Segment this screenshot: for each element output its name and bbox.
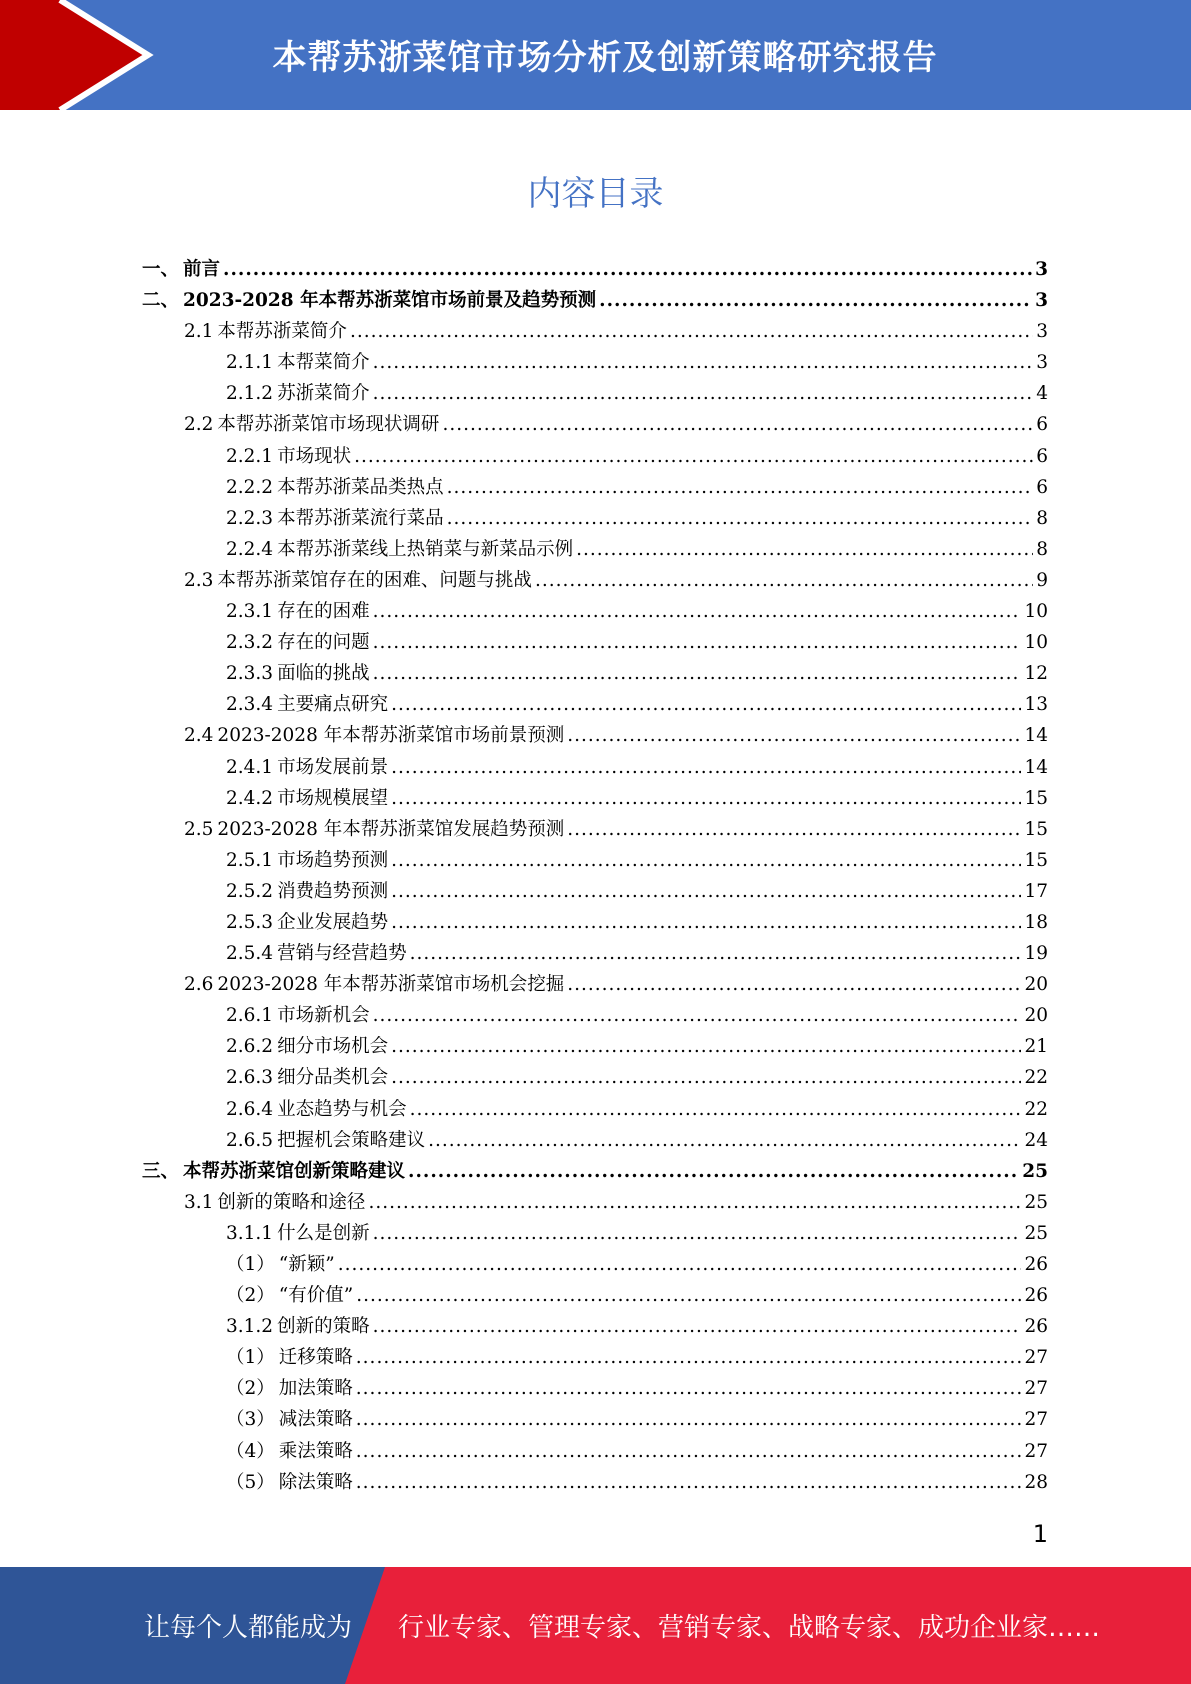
- toc-entry[interactable]: [142, 1125, 1048, 1156]
- toc-leader-dots: [442, 409, 1033, 440]
- toc-entry[interactable]: [142, 1373, 1048, 1404]
- toc-leader-dots: [447, 503, 1034, 534]
- toc-entry-number: 2.6.2: [226, 1036, 274, 1058]
- toc-entry[interactable]: [142, 907, 1048, 938]
- toc-entry-page: 6: [1036, 445, 1048, 467]
- toc-entry-title: “新颖”: [278, 1254, 335, 1275]
- toc-entry-number: 2.3.3: [226, 663, 274, 685]
- header-banner: [0, 0, 1191, 110]
- toc-leader-dots: [391, 783, 1021, 814]
- toc-entry[interactable]: [142, 378, 1048, 409]
- toc-entry-number: 3.1: [184, 1191, 214, 1213]
- toc-entry-page: 25: [1024, 1222, 1048, 1244]
- toc-entry-title: 本帮菜简介: [277, 352, 370, 374]
- toc-entry[interactable]: [142, 814, 1048, 845]
- toc-leader-dots: [350, 316, 1033, 347]
- toc-entry-title: 市场发展前景: [277, 756, 389, 778]
- footer-banner: [0, 1567, 1191, 1684]
- toc-entry-page: 8: [1036, 507, 1048, 529]
- toc-entry[interactable]: [142, 1342, 1048, 1373]
- toc-entry-number: （2）: [226, 1285, 275, 1307]
- toc-entry-title: 存在的问题: [277, 632, 370, 654]
- toc-entry-page: 24: [1024, 1129, 1048, 1151]
- toc-entry-number: 2.2: [184, 414, 214, 436]
- toc-entry-page: 14: [1024, 756, 1048, 778]
- toc-entry-number: 2.3.2: [226, 632, 274, 654]
- toc-entry[interactable]: [142, 503, 1048, 534]
- toc-entry-page: 12: [1024, 663, 1048, 685]
- toc-leader-dots: [356, 1467, 1022, 1498]
- toc-entry-title: 细分品类机会: [277, 1067, 389, 1089]
- toc-entry[interactable]: [142, 1187, 1048, 1218]
- toc-entry-page: 27: [1024, 1347, 1048, 1369]
- toc-entry[interactable]: [142, 1436, 1048, 1467]
- toc-entry-title: 2023-2028 年本帮苏浙菜馆市场前景预测: [217, 725, 565, 747]
- toc-entry-title: 企业发展趋势: [277, 911, 389, 933]
- toc-entry-page: 9: [1036, 569, 1048, 591]
- toc-leader-dots: [373, 1000, 1022, 1031]
- toc-entry[interactable]: [142, 845, 1048, 876]
- toc-entry-number: 3.1.2: [226, 1316, 274, 1338]
- toc-entry-number: 2.5.2: [226, 880, 274, 902]
- toc-entry-page: 20: [1024, 1005, 1048, 1027]
- toc-leader-dots: [354, 441, 1033, 472]
- toc-entry[interactable]: [142, 596, 1048, 627]
- toc-entry[interactable]: [142, 720, 1048, 751]
- toc-entry-number: 2.4.2: [226, 787, 274, 809]
- toc-entry-title: 本帮苏浙菜流行菜品: [277, 507, 444, 529]
- toc-entry-title: 业态趋势与机会: [277, 1098, 407, 1120]
- toc-leader-dots: [576, 534, 1033, 565]
- toc-entry-page: 27: [1024, 1440, 1048, 1462]
- footer-roles: 行业专家、管理专家、营销专家、战略专家、成功企业家……: [398, 1613, 1101, 1643]
- toc-entry-number: 2.2.1: [226, 445, 274, 467]
- toc-entry-page: 25: [1024, 1191, 1048, 1213]
- toc-entry-number: 2.6.5: [226, 1129, 274, 1151]
- toc-entry[interactable]: [142, 1249, 1048, 1280]
- toc-entry-page: 10: [1024, 601, 1048, 623]
- toc-entry-number: 2.1.1: [226, 352, 274, 374]
- toc-entry-page: 27: [1024, 1409, 1048, 1431]
- toc-entry-number: 2.2.3: [226, 507, 274, 529]
- toc-entry[interactable]: [142, 658, 1048, 689]
- toc-entry-number: 2.6.4: [226, 1098, 274, 1120]
- toc-entry-title: 市场新机会: [277, 1005, 370, 1027]
- toc-entry-page: 6: [1036, 414, 1048, 436]
- toc-leader-dots: [408, 1156, 1019, 1187]
- toc-entry-number: 2.5.1: [226, 849, 274, 871]
- toc-entry-page: 26: [1024, 1254, 1048, 1275]
- toc-entry-title: 前言: [183, 259, 221, 280]
- toc-entry-title: 乘法策略: [278, 1440, 353, 1462]
- toc-leader-dots: [373, 378, 1034, 409]
- toc-entry-number: 2.6.3: [226, 1067, 274, 1089]
- toc-entry-page: 15: [1024, 787, 1048, 809]
- toc-leader-dots: [356, 1436, 1022, 1467]
- toc-entry[interactable]: [142, 627, 1048, 658]
- toc-entry-title: 本帮苏浙菜馆市场现状调研: [217, 414, 440, 436]
- toc-entry-page: 13: [1024, 694, 1048, 716]
- toc-leader-dots: [428, 1125, 1021, 1156]
- toc-entry-page: 20: [1024, 974, 1048, 996]
- toc-entry-number: 2.5: [184, 818, 214, 840]
- toc-entry[interactable]: [142, 876, 1048, 907]
- toc-entry[interactable]: [142, 1404, 1048, 1435]
- toc-entry[interactable]: [142, 938, 1048, 969]
- toc-entry-page: 3: [1035, 259, 1048, 280]
- toc-entry[interactable]: [142, 316, 1048, 347]
- toc-leader-dots: [373, 1218, 1022, 1249]
- toc-entry-page: 14: [1024, 725, 1048, 747]
- toc-entry[interactable]: [142, 565, 1048, 596]
- toc-entry-page: 6: [1036, 476, 1048, 498]
- toc-entry-number: 2.5.4: [226, 943, 274, 965]
- toc-entry-number: （5）: [226, 1471, 275, 1493]
- toc-entry-number: （1）: [226, 1347, 275, 1369]
- toc-leader-dots: [391, 1062, 1021, 1093]
- toc-leader-dots: [373, 658, 1022, 689]
- toc-entry-page: 4: [1036, 383, 1048, 405]
- toc-leader-dots: [391, 689, 1021, 720]
- toc-entry-title: 把握机会策略建议: [277, 1129, 426, 1151]
- toc-leader-dots: [223, 254, 1032, 285]
- toc-entry-title: 本帮苏浙菜品类热点: [277, 476, 444, 498]
- toc-entry-page: 25: [1022, 1160, 1048, 1182]
- toc-entry-title: 市场规模展望: [277, 787, 389, 809]
- table-of-contents: [142, 254, 1048, 1498]
- toc-leader-dots: [567, 720, 1021, 751]
- page-number: 1: [1032, 1520, 1048, 1548]
- toc-entry-title: 本帮苏浙菜简介: [217, 321, 347, 343]
- toc-leader-dots: [567, 969, 1021, 1000]
- toc-entry-page: 10: [1024, 632, 1048, 654]
- toc-entry[interactable]: [142, 1094, 1048, 1125]
- toc-entry-title: 加法策略: [278, 1378, 353, 1400]
- toc-entry-number: 一、: [142, 259, 180, 280]
- toc-leader-dots: [373, 627, 1022, 658]
- toc-entry-title: 苏浙菜简介: [277, 383, 370, 405]
- toc-entry[interactable]: [142, 285, 1048, 316]
- toc-entry-page: 28: [1024, 1471, 1048, 1493]
- toc-leader-dots: [373, 347, 1034, 378]
- toc-leader-dots: [338, 1249, 1022, 1280]
- toc-entry-number: 2.3: [184, 569, 214, 591]
- toc-entry-title: 2023-2028 年本帮苏浙菜馆发展趋势预测: [217, 818, 565, 840]
- toc-entry-title: 2023-2028 年本帮苏浙菜馆市场前景及趋势预测: [183, 290, 597, 312]
- toc-entry-number: 2.1: [184, 321, 214, 343]
- toc-leader-dots: [373, 1311, 1022, 1342]
- toc-entry[interactable]: [142, 752, 1048, 783]
- toc-entry-number: 二、: [142, 290, 180, 312]
- toc-entry-page: 17: [1024, 880, 1048, 902]
- toc-entry[interactable]: [142, 1000, 1048, 1031]
- toc-leader-dots: [373, 596, 1022, 627]
- toc-entry-number: 2.2.4: [226, 538, 274, 560]
- toc-entry-number: 2.6.1: [226, 1005, 274, 1027]
- toc-entry-number: 2.1.2: [226, 383, 274, 405]
- toc-leader-dots: [391, 1031, 1021, 1062]
- toc-leader-dots: [391, 845, 1021, 876]
- report-title: 本帮苏浙菜馆市场分析及创新策略研究报告: [272, 38, 938, 78]
- toc-leader-dots: [567, 814, 1021, 845]
- toc-entry[interactable]: [142, 347, 1048, 378]
- toc-entry-number: 2.3.4: [226, 694, 274, 716]
- toc-leader-dots: [391, 752, 1021, 783]
- toc-entry-title: 市场趋势预测: [277, 849, 389, 871]
- toc-leader-dots: [391, 876, 1021, 907]
- toc-entry-number: （1）: [226, 1254, 275, 1275]
- toc-leader-dots: [599, 285, 1032, 316]
- toc-entry-title: “有价值”: [278, 1285, 354, 1307]
- toc-entry-number: 2.4: [184, 725, 214, 747]
- toc-leader-dots: [356, 1373, 1022, 1404]
- toc-entry-page: 22: [1024, 1098, 1048, 1120]
- toc-entry-title: 消费趋势预测: [277, 880, 389, 902]
- toc-entry-page: 8: [1036, 538, 1048, 560]
- toc-entry[interactable]: [142, 1218, 1048, 1249]
- toc-entry[interactable]: [142, 1062, 1048, 1093]
- toc-entry-page: 22: [1024, 1067, 1048, 1089]
- toc-entry-title: 什么是创新: [277, 1222, 370, 1244]
- toc-entry[interactable]: [142, 472, 1048, 503]
- toc-entry-page: 15: [1024, 818, 1048, 840]
- toc-entry-title: 减法策略: [278, 1409, 353, 1431]
- toc-entry[interactable]: [142, 969, 1048, 1000]
- toc-entry-number: 2.2.2: [226, 476, 274, 498]
- toc-entry[interactable]: [142, 409, 1048, 440]
- toc-entry-page: 3: [1036, 352, 1048, 374]
- toc-entry-title: 营销与经营趋势: [277, 943, 407, 965]
- toc-leader-dots: [391, 907, 1021, 938]
- toc-entry-title: 创新的策略: [277, 1316, 370, 1338]
- toc-entry[interactable]: [142, 1311, 1048, 1342]
- toc-leader-dots: [410, 938, 1022, 969]
- toc-entry-title: 除法策略: [278, 1471, 353, 1493]
- toc-heading: 内容目录: [527, 174, 664, 214]
- toc-entry-page: 27: [1024, 1378, 1048, 1400]
- toc-entry-page: 3: [1035, 290, 1048, 312]
- toc-entry[interactable]: [142, 1156, 1048, 1187]
- toc-entry[interactable]: [142, 783, 1048, 814]
- toc-entry-title: 迁移策略: [278, 1347, 353, 1369]
- toc-entry-page: 18: [1024, 911, 1048, 933]
- toc-entry-title: 主要痛点研究: [277, 694, 389, 716]
- toc-leader-dots: [410, 1094, 1022, 1125]
- toc-entry-title: 存在的困难: [277, 601, 370, 623]
- toc-entry-number: 2.3.1: [226, 601, 274, 623]
- toc-leader-dots: [356, 1342, 1022, 1373]
- toc-entry-number: （4）: [226, 1440, 275, 1462]
- toc-entry[interactable]: [142, 1031, 1048, 1062]
- toc-entry-title: 面临的挑战: [277, 663, 370, 685]
- toc-entry-title: 本帮苏浙菜馆创新策略建议: [183, 1160, 406, 1182]
- toc-entry[interactable]: [142, 441, 1048, 472]
- toc-entry-number: 3.1.1: [226, 1222, 274, 1244]
- toc-entry-page: 3: [1036, 321, 1048, 343]
- toc-entry[interactable]: [142, 1467, 1048, 1498]
- toc-leader-dots: [447, 472, 1034, 503]
- toc-entry-page: 21: [1024, 1036, 1048, 1058]
- footer-slogan: 让每个人都能成为: [144, 1613, 353, 1643]
- toc-entry-number: （2）: [226, 1378, 275, 1400]
- toc-leader-dots: [368, 1187, 1021, 1218]
- toc-entry-title: 本帮苏浙菜线上热销菜与新菜品示例: [277, 538, 574, 560]
- toc-entry[interactable]: [142, 534, 1048, 565]
- toc-entry-number: （3）: [226, 1409, 275, 1431]
- toc-entry-number: 三、: [142, 1160, 180, 1182]
- toc-entry-number: 2.5.3: [226, 911, 274, 933]
- toc-entry-page: 26: [1024, 1316, 1048, 1338]
- toc-entry[interactable]: [142, 1280, 1048, 1311]
- toc-leader-dots: [356, 1280, 1021, 1311]
- toc-entry-title: 2023-2028 年本帮苏浙菜馆市场机会挖掘: [217, 974, 565, 996]
- toc-entry-title: 市场现状: [277, 445, 352, 467]
- toc-entry-page: 15: [1024, 849, 1048, 871]
- toc-entry[interactable]: [142, 689, 1048, 720]
- toc-entry-title: 本帮苏浙菜馆存在的困难、问题与挑战: [217, 569, 532, 591]
- toc-leader-dots: [356, 1404, 1022, 1435]
- toc-entry-page: 26: [1024, 1285, 1048, 1307]
- toc-leader-dots: [535, 565, 1033, 596]
- toc-entry-number: 2.4.1: [226, 756, 274, 778]
- toc-entry-page: 19: [1024, 943, 1048, 965]
- toc-entry[interactable]: [142, 254, 1048, 285]
- toc-entry-title: 创新的策略和途径: [217, 1191, 366, 1213]
- toc-entry-number: 2.6: [184, 974, 214, 996]
- toc-entry-title: 细分市场机会: [277, 1036, 389, 1058]
